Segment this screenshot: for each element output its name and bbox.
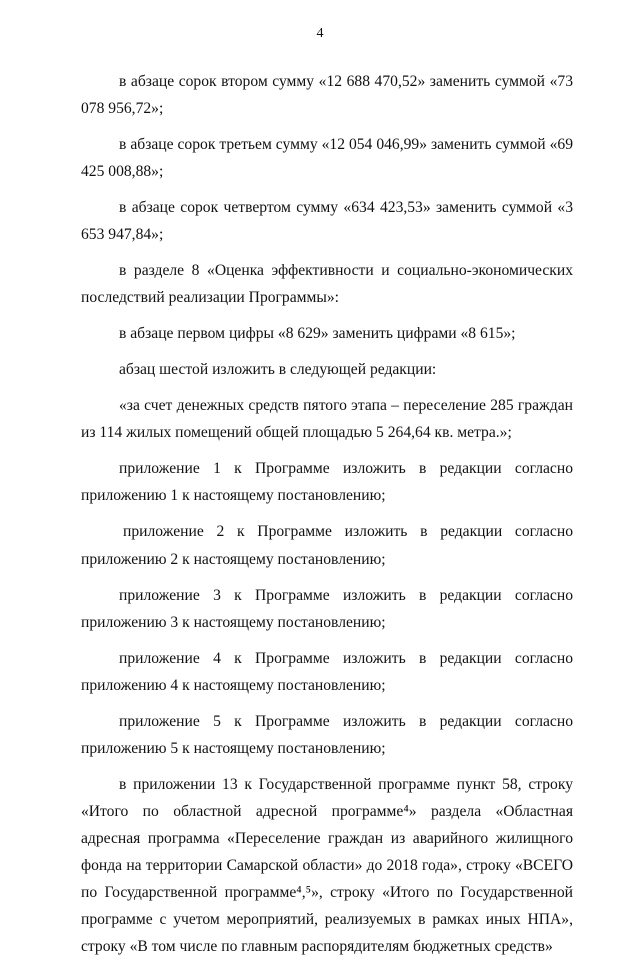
paragraph: приложение 4 к Программе изложить в редакции согласно приложению 4 к настоящему постановлению; (81, 649, 573, 694)
paragraph: приложение 1 к Программе изложить в редакции согласно приложению 1 к настоящему постановлению; (81, 460, 573, 505)
paragraph: приложение 2 к Программе изложить в редакции согласно приложению 2 к настоящему постановлению; (81, 523, 573, 568)
paragraph: в приложении 13 к Государственной программе пункт 58, строку «Итого по областной адресной программе⁴» раздела «Областная адресная программа «Переселение граждан из аварийного жилищного фонда на территории Самарской области» до 2018 года», строку «ВСЕГО по Государственной программе⁴,⁵», строку «Итого по Государственной программе с учетом мероприятий, реализуемых в рамках иных НПА», строку «В том числе по главным распорядителям бюджетных средств» (81, 775, 573, 956)
paragraph: в абзаце сорок третьем сумму «12 054 046,99» заменить суммой «69 425 008,88»; (81, 136, 573, 181)
paragraph: в разделе 8 «Оценка эффективности и социально-экономических последствий реализации Программы»: (81, 262, 573, 307)
paragraph: приложение 3 к Программе изложить в редакции согласно приложению 3 к настоящему постановлению; (81, 586, 573, 631)
document-body (81, 68, 573, 969)
page-number: 4 (316, 26, 324, 41)
paragraph: приложение 5 к Программе изложить в редакции согласно приложению 5 к настоящему постановлению; (81, 712, 573, 757)
paragraph: «за счет денежных средств пятого этапа – переселение 285 граждан из 114 жилых помещений общей площадью 5 264,64 кв. метра.»; (81, 397, 573, 442)
paragraph: в абзаце первом цифры «8 629» заменить цифрами «8 615»; (119, 325, 516, 343)
paragraph: в абзаце сорок четвертом сумму «634 423,53» заменить суммой «3 653 947,84»; (81, 199, 573, 244)
paragraph: абзац шестой изложить в следующей редакции: (119, 361, 437, 379)
paragraph: в абзаце сорок втором сумму «12 688 470,52» заменить суммой «73 078 956,72»; (81, 73, 573, 118)
